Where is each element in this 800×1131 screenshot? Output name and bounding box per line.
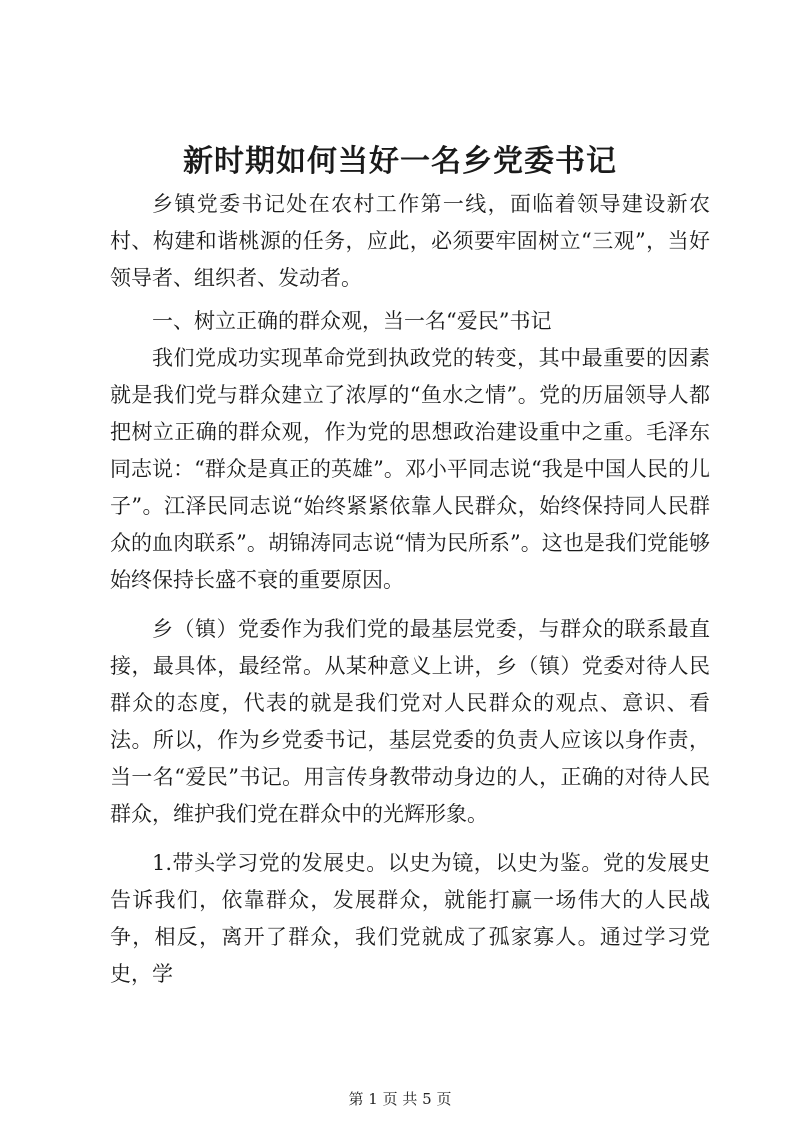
document-title: 新时期如何当好一名乡党委书记: [183, 144, 617, 179]
intro-paragraph: 乡镇党委书记处在农村工作第一线，面临着领导建设新农村、构建和谐桃源的任务，应此，必须要牢固树立“三观”，当好领导者、组织者、发动者。: [110, 192, 710, 290]
page-footer: 第 1 页 共 5 页: [348, 1090, 452, 1108]
section-heading: 一、树立正确的群众观，当一名“爱民”书记: [152, 309, 552, 333]
body-paragraph: 我们党成功实现革命党到执政党的转变，其中最重要的因素就是我们党与群众建立了浓厚的“鱼水之情”。党的历届领导人都把树立正确的群众观，作为党的思想政治建设重中之重。毛泽东同志说：“群众是真正的英雄”。邓小平同志说“我是中国人民的儿子”。江泽民同志说“始终紧紧依靠人民群众，始终保持同人民群众的血肉联系”。胡锦涛同志说“情为民所系”。这也是我们党能够始终保持长盛不衰的重要原因。: [110, 346, 710, 592]
body-paragraph: 乡（镇）党委作为我们党的最基层党委，与群众的联系最直接，最具体，最经常。从某种意义上讲，乡（镇）党委对待人民群众的态度，代表的就是我们党对人民群众的观点、意识、看法。所以，作为乡党委书记，基层党委的负责人应该以身作责，当一名“爱民”书记。用言传身教带动身边的人，正确的对待人民群众，维护我们党在群众中的光辉形象。: [110, 617, 710, 826]
document-body: [110, 186, 710, 993]
body-paragraph: 1.带头学习党的发展史。以史为镜，以史为鉴。党的发展史告诉我们，依靠群众，发展群众，就能打赢一场伟大的人民战争，相反，离开了群众，我们党就成了孤家寡人。通过学习党史，学: [110, 851, 710, 986]
